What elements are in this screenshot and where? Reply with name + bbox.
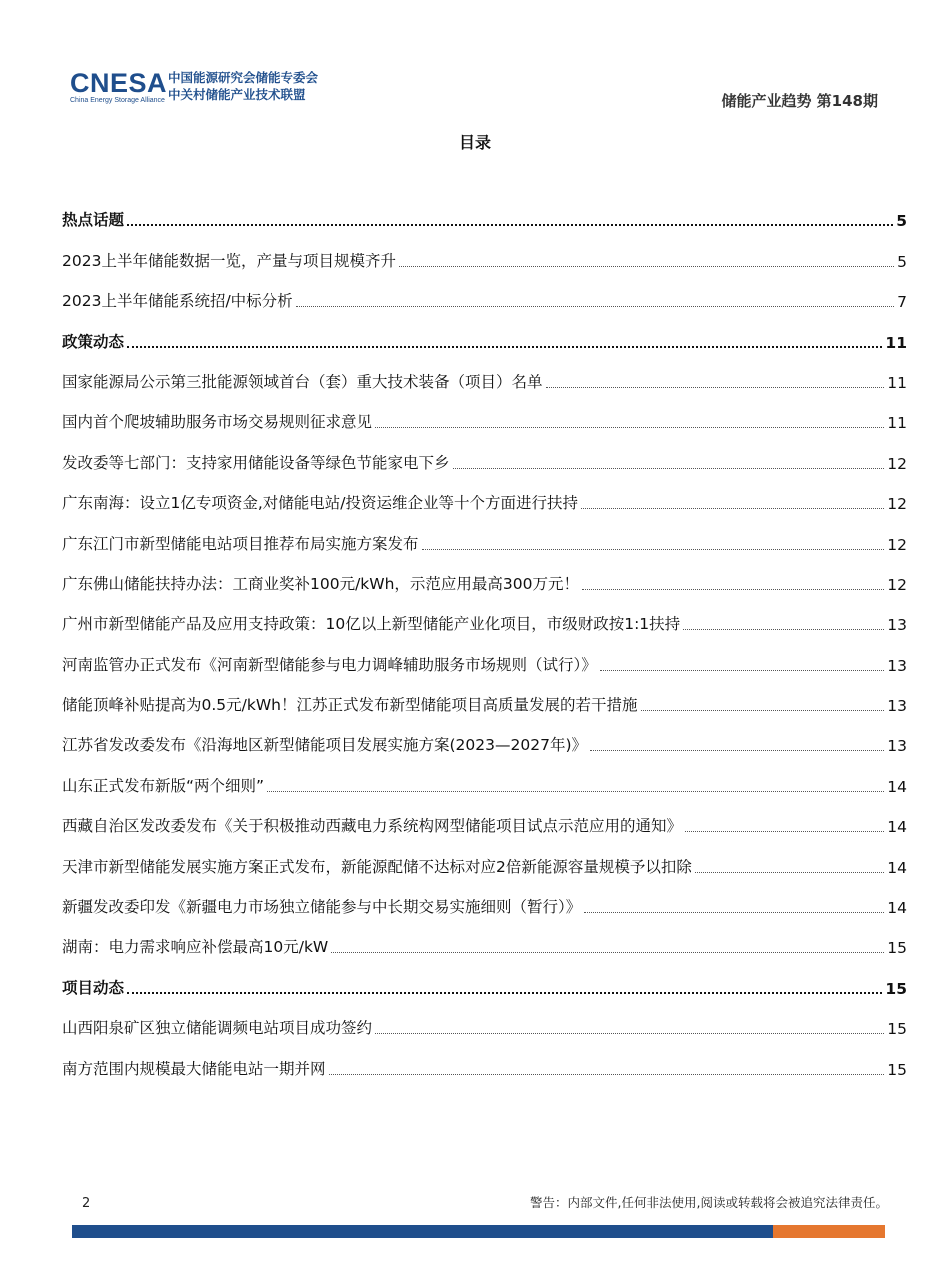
toc-entry-page: 13 (887, 737, 907, 756)
toc-entry[interactable] (62, 846, 907, 886)
toc-entry[interactable] (62, 765, 907, 805)
toc-entry-page: 12 (887, 454, 907, 473)
toc-section-heading[interactable] (62, 321, 907, 361)
toc-dot-leader (600, 670, 885, 671)
toc-dot-leader (683, 629, 884, 630)
toc-entry-title: 南方范围内规模最大储能电站一期并网 (62, 1059, 326, 1078)
toc-dot-leader (641, 710, 885, 711)
toc-dot-leader (331, 952, 884, 953)
toc-entry-page: 5 (896, 212, 907, 231)
toc-entry[interactable] (62, 240, 907, 280)
toc-entry[interactable] (62, 1048, 907, 1088)
toc-entry-page: 15 (887, 1020, 907, 1039)
toc-entry[interactable] (62, 564, 907, 604)
logo-mark: CNESA (70, 68, 168, 98)
toc-entry-page: 11 (887, 373, 907, 392)
toc-entry-page: 7 (897, 293, 907, 312)
toc-entry-page: 5 (897, 252, 907, 271)
toc-dot-leader (267, 791, 884, 792)
logo-cn-line2: 中关村储能产业技术联盟 (168, 87, 306, 102)
toc-entry-title: 江苏省发改委发布《沿海地区新型储能项目发展实施方案(2023—2027年)》 (62, 736, 587, 755)
toc-dot-leader (581, 508, 884, 509)
toc-section-heading[interactable] (62, 967, 907, 1007)
cnesa-logo (70, 66, 350, 108)
toc-dot-leader (375, 1033, 884, 1034)
toc-dot-leader (590, 750, 884, 751)
toc-entry-page: 13 (887, 697, 907, 716)
toc-entry[interactable] (62, 483, 907, 523)
toc-entry-title: 国家能源局公示第三批能源领域首台（套）重大技术装备（项目）名单 (62, 372, 543, 391)
toc-entry-page: 12 (887, 535, 907, 554)
legal-warning: 警告：内部文件,任何非法使用,阅读或转载将会被追究法律责任。 (530, 1195, 888, 1210)
toc-entry-title: 广州市新型储能产品及应用支持政策：10亿以上新型储能产业化项目，市级财政按1:1扶持 (62, 615, 681, 634)
toc-entry-title: 山东正式发布新版“两个细则” (62, 776, 265, 795)
toc-dot-leader (584, 912, 884, 913)
toc-entry-title: 2023上半年储能数据一览，产量与项目规模齐升 (62, 251, 396, 270)
toc-dot-leader (546, 387, 885, 388)
toc-dot-leader (329, 1074, 885, 1075)
toc-dot-leader (399, 266, 894, 267)
toc-entry-title: 政策动态 (62, 332, 125, 351)
toc-entry-page: 11 (885, 333, 907, 352)
toc-entry-title: 2023上半年储能系统招/中标分析 (62, 292, 293, 311)
toc-title: 目录 (458, 133, 491, 152)
toc-entry-title: 项目动态 (62, 978, 125, 997)
toc-entry-page: 13 (887, 656, 907, 675)
toc-entry[interactable] (62, 402, 907, 442)
toc-entry[interactable] (62, 1008, 907, 1048)
toc-entry-title: 西藏自治区发改委发布《关于积极推动西藏电力系统构网型储能项目试点示范应用的通知》 (62, 817, 683, 836)
toc-dot-leader (375, 427, 884, 428)
toc-entry-title: 天津市新型储能发展实施方案正式发布，新能源配储不达标对应2倍新能源容量规模予以扣除 (62, 857, 692, 876)
toc-dot-leader (296, 306, 894, 307)
toc-entry[interactable] (62, 725, 907, 765)
toc-entry[interactable] (62, 806, 907, 846)
toc-entry-title: 热点话题 (62, 211, 125, 230)
toc-entry-page: 12 (887, 495, 907, 514)
toc-entry-title: 发改委等七部门：支持家用储能设备等绿色节能家电下乡 (62, 453, 450, 472)
logo-cn-line1: 中国能源研究会储能专委会 (168, 70, 319, 85)
toc-entry[interactable] (62, 523, 907, 563)
toc-entry[interactable] (62, 362, 907, 402)
toc-entry-title: 广东佛山储能扶持办法：工商业奖补100元/kWh，示范应用最高300万元！ (62, 574, 580, 593)
toc-entry[interactable] (62, 604, 907, 644)
toc-entry-page: 14 (887, 899, 907, 918)
footer-color-bar (72, 1225, 885, 1238)
toc-entry-page: 15 (887, 939, 907, 958)
toc-entry-title: 新疆发改委印发《新疆电力市场独立储能参与中长期交易实施细则（暂行）》 (62, 898, 582, 917)
logo-chinese-name (168, 69, 318, 103)
toc-entry-page: 14 (887, 818, 907, 837)
toc-entry-page: 15 (887, 1060, 907, 1079)
toc-entry[interactable] (62, 281, 907, 321)
toc-entry-page: 12 (887, 575, 907, 594)
toc-entry-title: 储能顶峰补贴提高为0.5元/kWh！江苏正式发布新型储能项目高质量发展的若干措施 (62, 696, 638, 715)
toc-entry[interactable] (62, 644, 907, 684)
toc-entry-page: 15 (885, 979, 907, 998)
toc-dot-leader (422, 549, 885, 550)
toc-dot-leader (685, 831, 884, 832)
toc-dot-leader (453, 468, 885, 469)
toc-entry-page: 14 (887, 858, 907, 877)
toc-entry[interactable] (62, 685, 907, 725)
toc-entry-title: 湖南：电力需求响应补偿最高10元/kW (62, 938, 329, 957)
issue-title: 储能产业趋势 第148期 (721, 92, 878, 110)
toc-entry-title: 山西阳泉矿区独立储能调频电站项目成功签约 (62, 1019, 373, 1038)
toc-entry[interactable] (62, 887, 907, 927)
toc-entry-title: 广东江门市新型储能电站项目推荐布局实施方案发布 (62, 534, 419, 553)
page-number: 2 (82, 1196, 91, 1211)
toc-dot-leader (582, 589, 884, 590)
footer-bar-orange (773, 1225, 885, 1238)
toc-entry-page: 14 (887, 777, 907, 796)
table-of-contents (62, 200, 907, 1089)
toc-dot-leader (127, 224, 893, 226)
toc-dot-leader (127, 992, 882, 994)
toc-dot-leader (695, 872, 884, 873)
toc-entry-title: 国内首个爬坡辅助服务市场交易规则征求意见 (62, 413, 373, 432)
toc-entry-title: 广东南海：设立1亿专项资金,对储能电站/投资运维企业等十个方面进行扶持 (62, 494, 579, 513)
toc-entry-page: 13 (887, 616, 907, 635)
toc-entry[interactable] (62, 442, 907, 482)
toc-entry[interactable] (62, 927, 907, 967)
logo-subtitle: China Energy Storage Alliance (70, 97, 165, 104)
footer-bar-blue (72, 1225, 773, 1238)
toc-section-heading[interactable] (62, 200, 907, 240)
toc-dot-leader (127, 346, 882, 348)
toc-entry-title: 河南监管办正式发布《河南新型储能参与电力调峰辅助服务市场规则（试行）》 (62, 655, 597, 674)
toc-entry-page: 11 (887, 414, 907, 433)
